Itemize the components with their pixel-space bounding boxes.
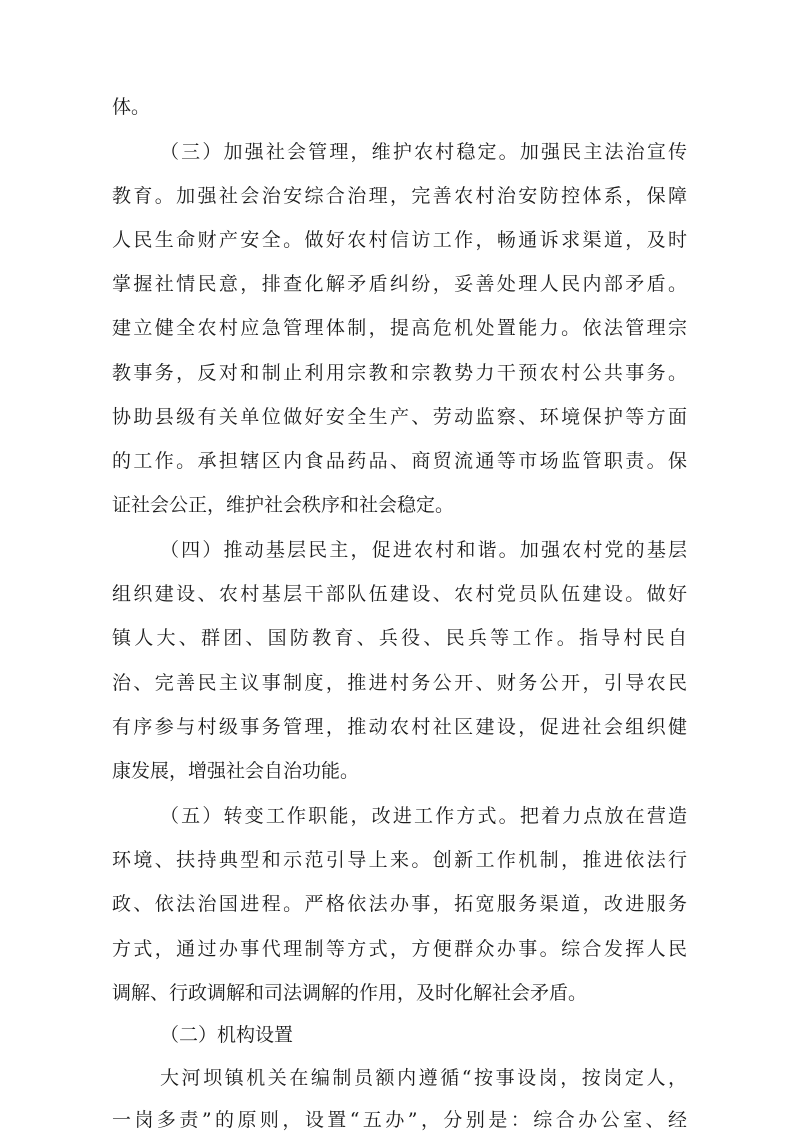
text-line: 环境、扶持典型和示范引导上来。创新工作机制，推进依法行 xyxy=(112,849,687,871)
text-line: （五）转变工作职能，改进工作方式。把着力点放在营造 xyxy=(160,805,687,827)
text-line: 政、依法治国进程。严格依法办事，拓宽服务渠道，改进服务 xyxy=(112,893,687,915)
text-line: 证社会公正，维护社会秩序和社会稳定。 xyxy=(112,494,455,516)
text-line: 掌握社情民意，排查化解矛盾纠纷，妥善处理人民内部矛盾。 xyxy=(112,273,687,295)
text-line: 人民生命财产安全。做好农村信访工作，畅通诉求渠道，及时 xyxy=(112,229,687,251)
text-line: 一岗多责”的原则，设置“五办”，分别是：综合办公室、经 xyxy=(112,1109,687,1131)
text-line: 有序参与村级事务管理，推动农村社区建设，促进社会组织健 xyxy=(112,716,687,738)
section-heading: （二）机构设置 xyxy=(160,1024,294,1046)
text-line: （三）加强社会管理，维护农村稳定。加强民主法治宣传 xyxy=(160,141,687,163)
text-line: （四）推动基层民主，促进农村和谐。加强农村党的基层 xyxy=(160,539,687,561)
text-line: 的工作。承担辖区内食品药品、商贸流通等市场监管职责。保 xyxy=(112,450,687,472)
text-line: 协助县级有关单位做好安全生产、劳动监察、环境保护等方面 xyxy=(112,406,687,428)
text-line: 体。 xyxy=(112,96,151,118)
text-line: 镇人大、群团、国防教育、兵役、民兵等工作。指导村民自 xyxy=(112,627,687,649)
text-line: 教育。加强社会治安综合治理，完善农村治安防控体系，保障 xyxy=(112,185,687,207)
text-line: 建立健全农村应急管理体制，提高危机处置能力。依法管理宗 xyxy=(112,317,687,339)
text-line: 方式，通过办事代理制等方式，方便群众办事。综合发挥人民 xyxy=(112,938,687,960)
text-line: 治、完善民主议事制度，推进村务公开、财务公开，引导农民 xyxy=(112,672,687,694)
text-line: 大河坝镇机关在编制员额内遵循“按事设岗，按岗定人， xyxy=(160,1067,687,1089)
text-line: 调解、行政调解和司法调解的作用，及时化解社会矛盾。 xyxy=(112,982,588,1004)
text-line: 康发展，增强社会自治功能。 xyxy=(112,760,360,782)
text-line: 教事务，反对和制止利用宗教和宗教势力干预农村公共事务。 xyxy=(112,362,687,384)
text-line: 组织建设、农村基层干部队伍建设、农村党员队伍建设。做好 xyxy=(112,583,687,605)
